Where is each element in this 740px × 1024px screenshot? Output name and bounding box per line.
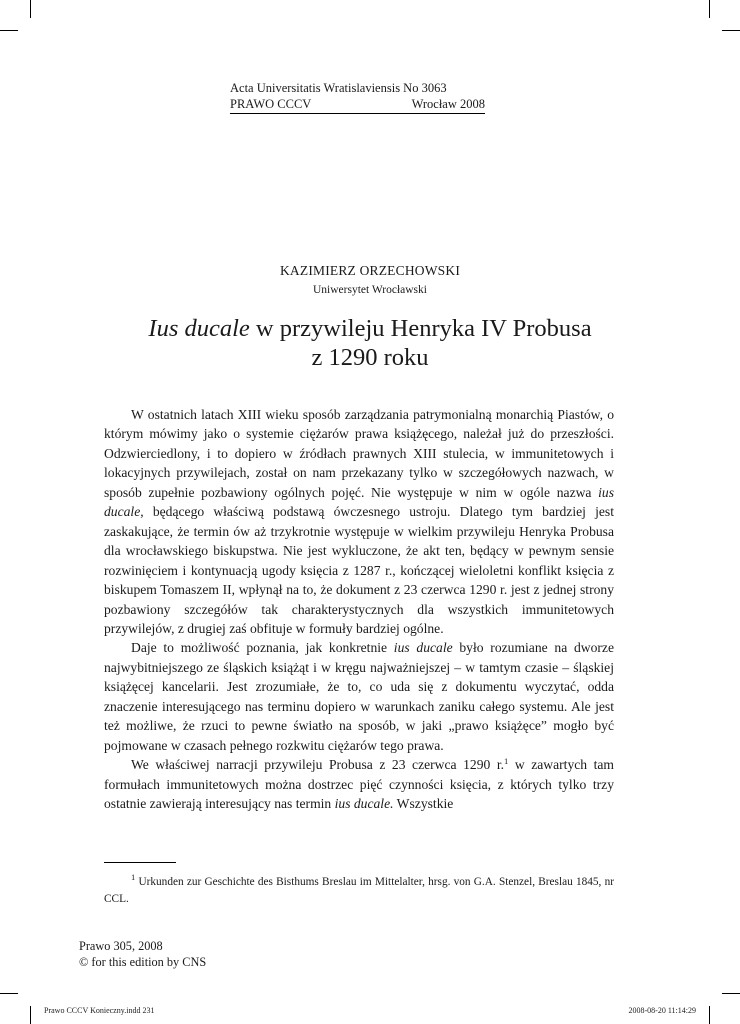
journal-name: Acta Universitatis Wratislaviensis No 3063 — [230, 81, 447, 95]
place-year: Wrocław 2008 — [411, 97, 485, 111]
series-label: PRAWO CCCV — [230, 97, 312, 111]
title-line-2: z 1290 roku — [311, 344, 429, 371]
footnote-1 — [104, 874, 614, 908]
paragraph-2 — [104, 638, 614, 755]
crop-mark — [30, 1006, 31, 1024]
paragraph-3 — [104, 755, 614, 813]
footnote-ref[interactable]: 1 — [504, 756, 509, 767]
text-run: w zawartych tam formułach immunitetowych można dostrzec pięć czynności księcia, z których tylko trzy ostatnie zawierają interesujący nas termin — [104, 757, 615, 812]
header-rule — [230, 113, 485, 114]
text-run: Daje to możliwość poznania, jak konkretnie — [131, 640, 394, 656]
crop-mark — [30, 0, 31, 18]
print-slug-left: Prawo CCCV Konieczny.indd 231 — [44, 1006, 155, 1015]
article-title — [0, 314, 740, 372]
title-line-1 — [0, 314, 740, 343]
footnote-text: Urkunden zur Geschichte des Bisthums Breslau im Mittelalter, hrsg. von G.A. Stenzel, Breslau 1845, nr CCL. — [104, 876, 614, 905]
author-affiliation: Uniwersytet Wrocławski — [313, 284, 427, 296]
running-header — [230, 80, 485, 114]
copyright-line: © for this edition by CNS — [79, 954, 207, 969]
footnote — [104, 874, 614, 908]
paragraph-1 — [104, 405, 614, 638]
header-row — [230, 96, 485, 112]
author-name: KAZIMIERZ ORZECHOWSKI — [279, 263, 461, 278]
italic-term: ius ducale. — [334, 796, 394, 812]
text-run: Wszystkie — [393, 796, 454, 812]
text-run: , będącego właściwą podstawą ówczesnego ustroju. Dlatego tym bardziej jest zaskakujące, że termin ów aż trzykrotnie występuje w wielkim przywileju Henryka Probusa dla wrocławskiego biskupstwa. Nie jest wykluczone, że akt ten, będący w pewnym sensie rozwinięciem i kontynuacją ugody księcia z 1287 r., kończącej wieloletni konflikt księcia z biskupem Tomaszem II, wpłynął na to, że dokument z 23 czerwca 1290 r. jest z jednej strony pozbawiony szczegółów tak charakterystycznych dla wszystkich immunitetowych przywilejów, z drugiej zaś obfituje w formuły bardziej ogólne. — [104, 504, 614, 636]
italic-term: ius ducale — [393, 640, 453, 656]
title-line-1-rest: w przywileju Henryka IV Probusa — [249, 315, 592, 342]
crop-mark — [709, 1006, 710, 1024]
title-italic: Ius ducale — [148, 315, 250, 342]
text-run: było rozumiane na dworze najwybitniejszego ze śląskich książąt i w kręgu najważniejszej – w tamtym czasie – śląskiej książęcej kancelarii. Jest zrozumiałe, że to, co uda się z dokumentu wyczytać, odda znaczenie interesującego nas terminu dopiero w warunkach zaniku całego systemu. Ale jest też możliwe, że rzuci to pewne światło na sposób, w jaki „prawo książęce” mogło być pojmowane w czasach pełnego rozkwitu ciężarów tego prawa. — [104, 640, 614, 753]
crop-mark — [722, 30, 740, 31]
volume-line: Prawo 305, 2008 — [79, 939, 163, 953]
text-run: W ostatnich latach XIII wieku sposób zarządzania patrymonialną monarchią Piastów, o którym mówimy jako o systemie ciężarów prawa książęcego, należał już do przeszłości. Odzwierciedlony, i to dopiero w źródłach prawnych XIII stulecia, w immunitetowych i lokacyjnych przywilejach, został on nam przekazany tylko w szczegółowych nazwach, w sposób zupełnie pozbawiony ogólnych pojęć. Nie występuje w nim w ogóle nazwa — [104, 407, 614, 500]
text-run: We właściwej narracji przywileju Probusa z 23 czerwca 1290 r. — [131, 757, 505, 773]
article-body — [104, 405, 614, 814]
footnote-number: 1 — [131, 872, 136, 882]
crop-mark — [722, 993, 740, 994]
publication-info — [79, 939, 206, 970]
crop-mark — [0, 993, 18, 994]
footnote-rule — [104, 862, 176, 863]
crop-mark — [709, 0, 710, 18]
italic-term: ius ducale — [104, 484, 614, 520]
crop-mark — [0, 30, 18, 31]
print-slug-right: 2008-08-20 11:14:29 — [628, 1006, 696, 1015]
